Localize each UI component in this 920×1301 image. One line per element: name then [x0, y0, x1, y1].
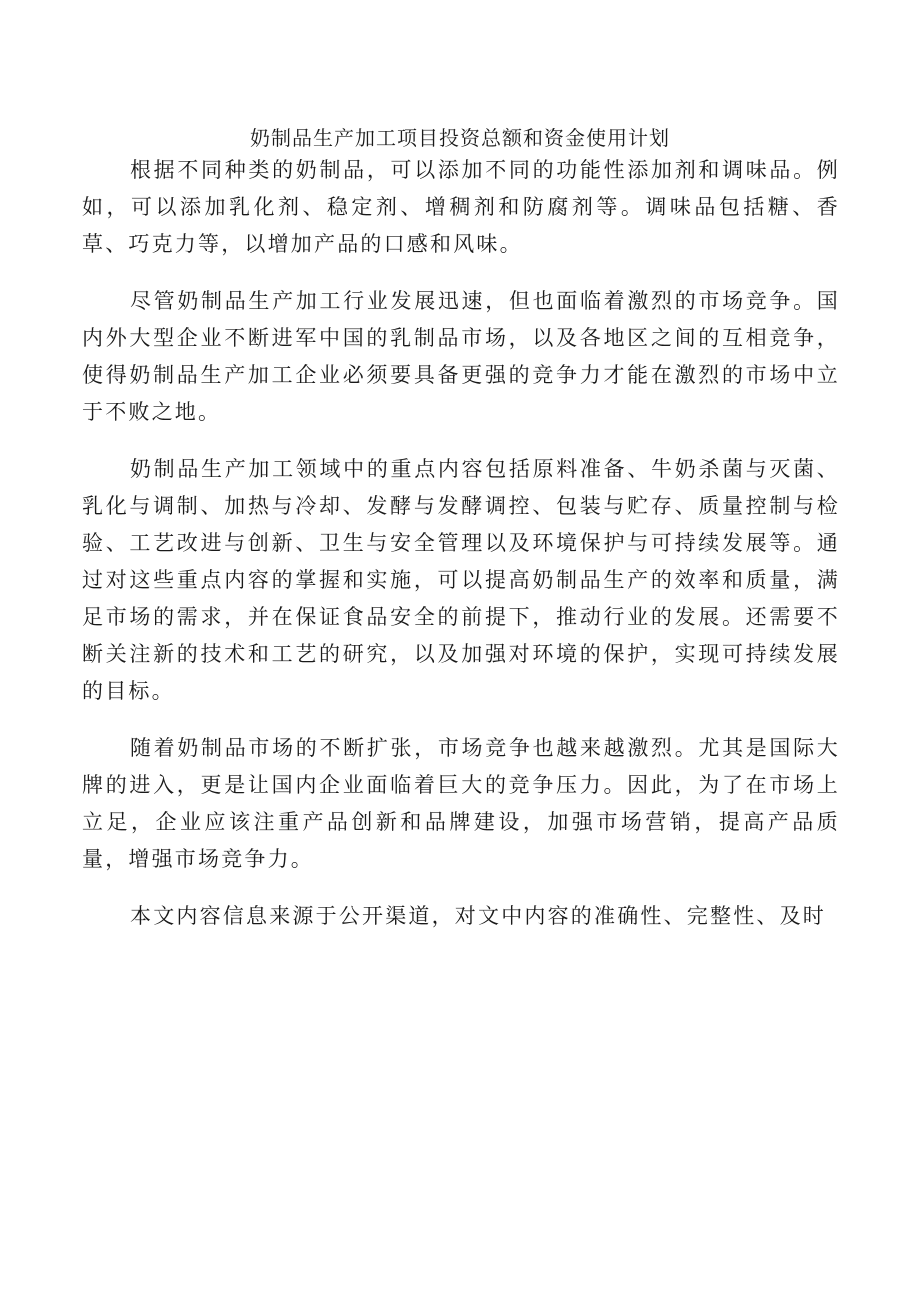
document-title: 奶制品生产加工项目投资总额和资金使用计划	[250, 126, 670, 150]
paragraph-disclaimer: 本文内容信息来源于公开渠道，对文中内容的准确性、完整性、及时	[130, 904, 826, 928]
paragraph-market-expansion: 随着奶制品市场的不断扩张，市场竞争也越来越激烈。尤其是国际大牌的进入，更是让国内企业面临着巨大的竞争压力。因此，为了在市场上立足，企业应该注重产品创新和品牌建设，加强市场营销，提高产品质量，增强市场竞争力。	[82, 736, 840, 871]
document-body	[82, 152, 840, 955]
paragraph-additives: 根据不同种类的奶制品，可以添加不同的功能性添加剂和调味品。例如，可以添加乳化剂、稳定剂、增稠剂和防腐剂等。调味品包括糖、香草、巧克力等，以增加产品的口感和风味。	[82, 158, 840, 256]
paragraph-key-content: 奶制品生产加工领域中的重点内容包括原料准备、牛奶杀菌与灭菌、乳化与调制、加热与冷却、发酵与发酵调控、包装与贮存、质量控制与检验、工艺改进与创新、卫生与安全管理以及环境保护与可持续发展等。通过对这些重点内容的掌握和实施，可以提高奶制品生产的效率和质量，满足市场的需求，并在保证食品安全的前提下，推动行业的发展。还需要不断关注新的技术和工艺的研究，以及加强对环境的保护，实现可持续发展的目标。	[82, 457, 840, 703]
paragraph-competition: 尽管奶制品生产加工行业发展迅速，但也面临着激烈的市场竞争。国内外大型企业不断进军中国的乳制品市场，以及各地区之间的互相竞争，使得奶制品生产加工企业必须要具备更强的竞争力才能在激烈的市场中立于不败之地。	[82, 289, 840, 424]
